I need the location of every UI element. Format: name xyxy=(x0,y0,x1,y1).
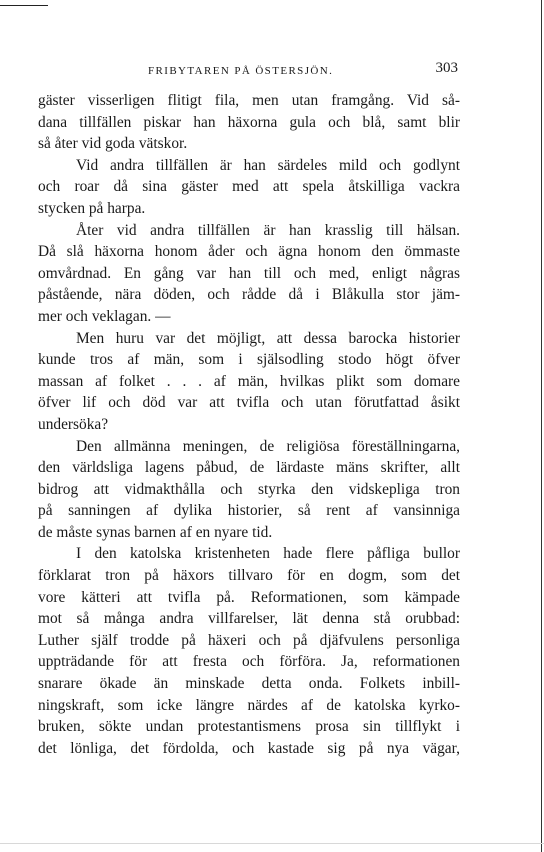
text-line: ningskraft, som icke längre närdes af de katolska kyrko- xyxy=(38,696,460,714)
text-line: Då slå häxorna honom åder och ägna honom den ömmaste xyxy=(38,243,460,261)
page-edge-shadow xyxy=(541,0,542,852)
page-bottom-edge xyxy=(0,843,544,844)
text-line: så åter vid goda vätskor. xyxy=(38,135,188,153)
text-line: mot så många andra villfarelser, lät denna stå orubbad: xyxy=(38,610,460,628)
text-line: gäster visserligen flitigt fila, men utan framgång. Vid så- xyxy=(38,92,460,109)
text-line: den världsliga lagens påbud, de lärdaste mäns skrifter, allt xyxy=(38,459,460,477)
page-body-text xyxy=(38,90,460,759)
text-line: bruken, sökte undan protestantismens prosa sin tillflykt i xyxy=(38,718,460,736)
text-line: kunde tros af män, som i själsodling stodo högt öfver xyxy=(38,351,460,369)
text-line: och roar då sina gäster med att spela åtskilliga vackra xyxy=(38,178,460,196)
text-line: Vid andra tillfällen är han särdeles mild och godlynt xyxy=(76,156,460,174)
text-line: uppträdande för att fresta och förföra. Ja, reformationen xyxy=(38,653,460,671)
text-line: de måste synas barnen af en nyare tid. xyxy=(38,523,273,541)
running-title: FRIBYTAREN PÅ ÖSTERSJÖN. xyxy=(148,65,334,77)
text-line: det lönliga, det fördolda, och kastade sig på nya vägar, xyxy=(38,739,460,757)
text-line: stycken på harpa. xyxy=(38,199,146,217)
scan-edge-rule xyxy=(0,5,48,6)
text-line: förklarat tron på häxors tillvaro för en dogm, som det xyxy=(38,567,460,585)
running-header xyxy=(38,60,458,80)
text-line: Den allmänna meningen, de religiösa föreställningarna, xyxy=(76,437,460,455)
text-line: undersöka? xyxy=(38,415,109,433)
text-line: massan af folket . . . af män, hvilkas plikt som domare xyxy=(38,372,460,390)
text-line: Luther själf trodde på häxeri och på djäfvulens personliga xyxy=(38,631,460,649)
text-line: vore kätteri att tvifla på. Reformationen, som kämpade xyxy=(38,588,460,606)
text-line: I den katolska kristenheten hade flere påfliga bullor xyxy=(76,545,460,563)
page-number: 303 xyxy=(435,60,458,76)
text-line: öfver lif och död var att tvifla och utan förutfattad åsikt xyxy=(38,394,460,412)
text-line: dana tillfällen piskar han häxorna gula och blå, samt blir xyxy=(38,113,460,131)
text-line: snarare ökade än minskade detta onda. Folkets inbill- xyxy=(38,675,460,693)
text-line: Men huru var det möjligt, att dessa barocka historier xyxy=(76,329,460,347)
text-line: Åter vid andra tillfällen är han krasslig till hälsan. xyxy=(76,221,460,239)
text-line: mer och veklagan. — xyxy=(38,307,171,325)
text-line: på sanningen af dylika historier, så rent af vansinniga xyxy=(38,502,460,520)
text-line: påstående, nära döden, och rådde då i Blåkulla stor jäm- xyxy=(38,286,460,304)
text-line: bidrog att vidmakthålla och styrka den vidskepliga tron xyxy=(38,480,460,498)
text-line: omvårdnad. En gång var han till och med, enligt någras xyxy=(38,264,460,282)
